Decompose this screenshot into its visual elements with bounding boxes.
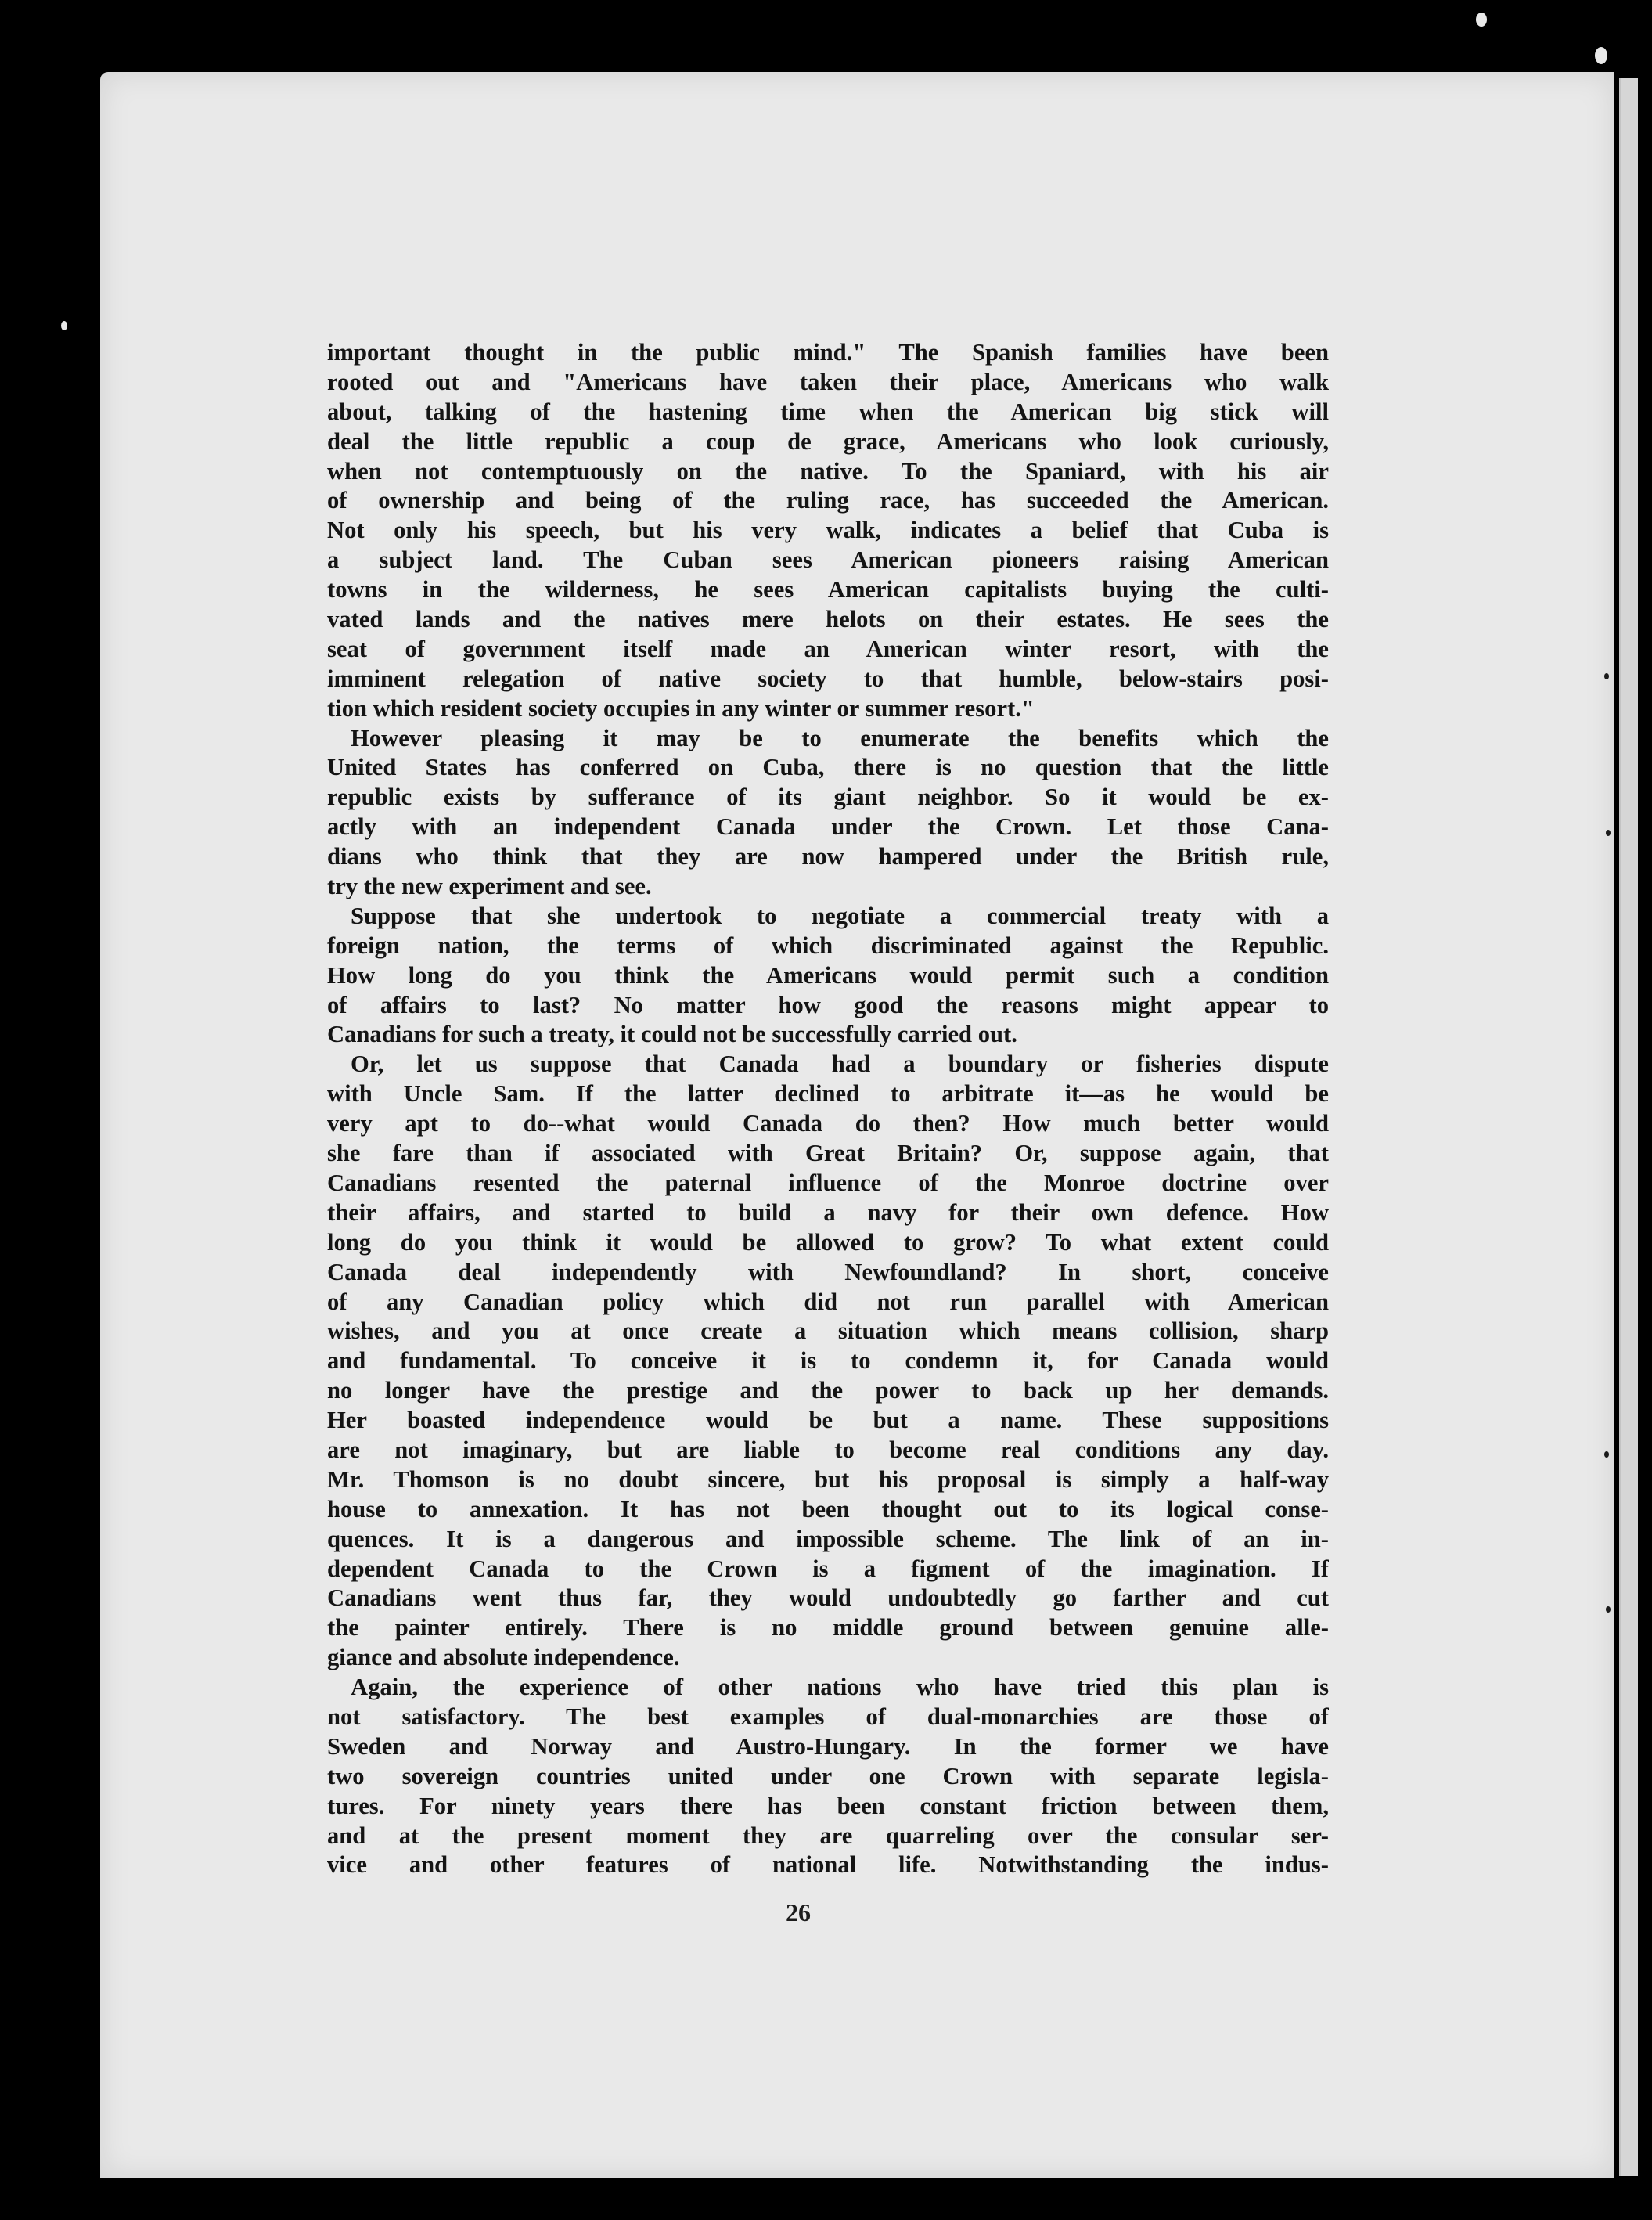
text-line: rooted out and "Americans have taken their place, Americans who walk	[327, 368, 1329, 395]
text-line: quences. It is a dangerous and impossible scheme. The link of an in-	[327, 1525, 1329, 1552]
text-line: not satisfactory. The best examples of dual-monarchies are those of	[327, 1703, 1329, 1730]
page-number: 26	[786, 1898, 811, 1926]
scan-speck	[1606, 1606, 1611, 1613]
text-line: deal the little republic a coup de grace, Americans who look curiously,	[327, 427, 1329, 455]
text-line: Her boasted independence would be but a name. These suppositions	[327, 1407, 1329, 1434]
text-line: a subject land. The Cuban sees American pioneers raising American	[327, 546, 1329, 574]
text-line: very apt to do--what would Canada do then? How much better would	[327, 1110, 1329, 1137]
text-line: foreign nation, the terms of which discriminated against the Republic.	[327, 932, 1329, 959]
text-line: Or, let us suppose that Canada had a boundary or fisheries dispute	[351, 1051, 1329, 1078]
text-line: dependent Canada to the Crown is a figment of the imagination. If	[327, 1555, 1329, 1582]
scan-speck	[1476, 13, 1487, 27]
text-line: about, talking of the hastening time when the American big stick will	[327, 398, 1329, 425]
text-line: two sovereign countries united under one Crown with separate legisla-	[327, 1762, 1329, 1789]
text-line: wishes, and you at once create a situation which means collision, sharp	[327, 1317, 1329, 1345]
text-line: the painter entirely. There is no middle ground between genuine alle-	[327, 1614, 1329, 1642]
text-line: important thought in the public mind." The Spanish families have been	[327, 339, 1329, 366]
text-line: of affairs to last? No matter how good the reasons might appear to	[327, 991, 1329, 1018]
text-line: towns in the wilderness, he sees American capitalists buying the culti-	[327, 576, 1329, 604]
scan-speck	[61, 321, 67, 330]
text-line: Again, the experience of other nations who have tried this plan is	[351, 1674, 1329, 1701]
text-line: How long do you think the Americans would permit such a condition	[327, 961, 1329, 989]
text-line: their affairs, and started to build a navy for their own defence. How	[327, 1198, 1329, 1226]
text-line: are not imaginary, but are liable to become real conditions any day.	[327, 1436, 1329, 1463]
text-line: Sweden and Norway and Austro-Hungary. In the former we have	[327, 1732, 1329, 1760]
text-line: tion which resident society occupies in any winter or summer resort."	[327, 694, 1035, 722]
text-line: of ownership and being of the ruling race, has succeeded the American.	[327, 487, 1329, 514]
text-line: dians who think that they are now hampered under the British rule,	[327, 843, 1329, 870]
text-line: giance and absolute independence.	[327, 1644, 680, 1671]
page-edge	[1619, 78, 1638, 2176]
text-line: Canadians resented the paternal influence of the Monroe doctrine over	[327, 1169, 1329, 1196]
text-line: and at the present moment they are quarreling over the consular ser-	[327, 1822, 1329, 1849]
text-line: Canadians went thus far, they would undoubtedly go farther and cut	[327, 1584, 1329, 1612]
text-line: she fare than if associated with Great Britain? Or, suppose again, that	[327, 1140, 1329, 1167]
text-line: tures. For ninety years there has been constant friction between them,	[327, 1792, 1329, 1819]
text-line: with Uncle Sam. If the latter declined to arbitrate it—as he would be	[327, 1080, 1329, 1108]
text-line: Mr. Thomson is no doubt sincere, but his proposal is simply a half-way	[327, 1465, 1329, 1493]
scan-speck	[1595, 47, 1607, 64]
body-text	[327, 338, 1329, 1880]
text-line: imminent relegation of native society to that humble, below-stairs posi-	[327, 665, 1329, 692]
text-line: of any Canadian policy which did not run parallel with American	[327, 1288, 1329, 1315]
text-line: and fundamental. To conceive it is to condemn it, for Canada would	[327, 1347, 1329, 1375]
text-line: house to annexation. It has not been thought out to its logical conse-	[327, 1495, 1329, 1523]
text-line: seat of government itself made an American winter resort, with the	[327, 635, 1329, 662]
text-line: long do you think it would be allowed to grow? To what extent could	[327, 1228, 1329, 1256]
text-line: United States has conferred on Cuba, there is no question that the little	[327, 754, 1329, 781]
text-line: However pleasing it may be to enumerate the benefits which the	[351, 724, 1329, 751]
text-line: republic exists by sufferance of its giant neighbor. So it would be ex-	[327, 784, 1329, 811]
text-line: when not contemptuously on the native. To the Spaniard, with his air	[327, 457, 1329, 485]
scan-speck	[1604, 673, 1609, 679]
scan-speck	[1606, 830, 1611, 836]
text-line: no longer have the prestige and the power to back up her demands.	[327, 1377, 1329, 1404]
text-line: vated lands and the natives mere helots on their estates. He sees the	[327, 606, 1329, 633]
text-line: try the new experiment and see.	[327, 873, 652, 900]
text-line: actly with an independent Canada under the Crown. Let those Cana-	[327, 813, 1329, 841]
text-line: Not only his speech, but his very walk, indicates a belief that Cuba is	[327, 517, 1329, 544]
scan-speck	[1604, 1451, 1609, 1458]
text-line: Canadians for such a treaty, it could not be successfully carried out.	[327, 1021, 1017, 1048]
text-line: Canada deal independently with Newfoundland? In short, conceive	[327, 1258, 1329, 1285]
text-line: vice and other features of national life. Notwithstanding the indus-	[327, 1851, 1329, 1879]
text-line: Suppose that she undertook to negotiate a commercial treaty with a	[351, 902, 1329, 929]
